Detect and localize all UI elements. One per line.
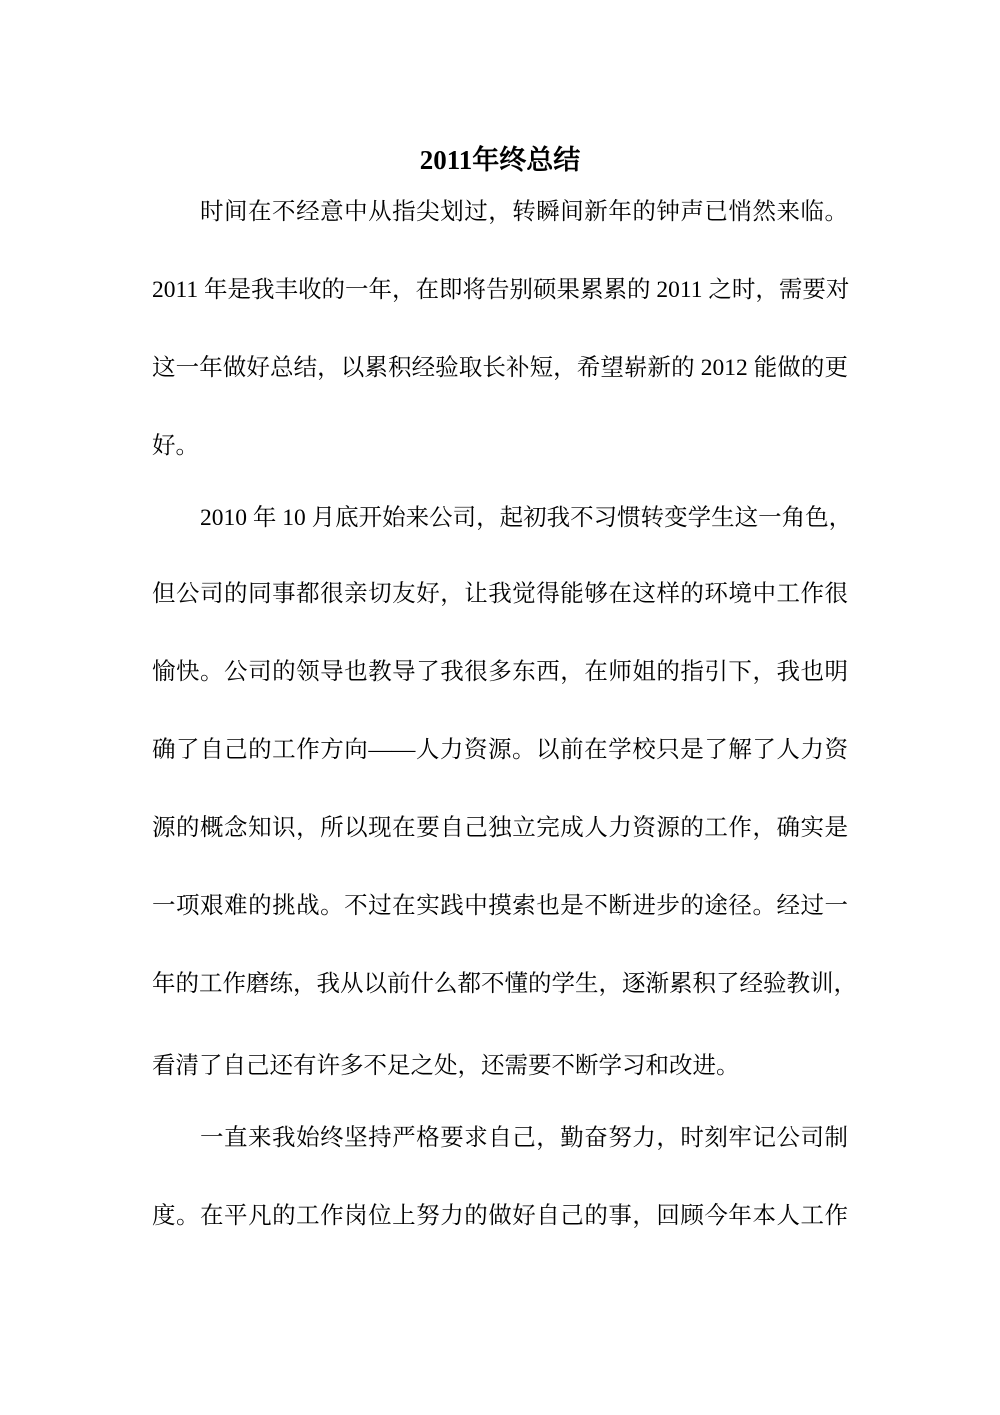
- text-line: 看清了自己还有许多不足之处，还需要不断学习和改进。: [152, 1053, 740, 1079]
- text-line: 好。: [152, 433, 199, 459]
- text-line: 2010 年 10 月底开始来公司，起初我不习惯转变学生这一角色，: [200, 505, 853, 531]
- text-line: 一项艰难的挑战。不过在实践中摸索也是不断进步的途径。经过一: [152, 893, 848, 919]
- text-line: 但公司的同事都很亲切友好，让我觉得能够在这样的环境中工作很: [152, 581, 848, 607]
- text-line: 一直来我始终坚持严格要求自己，勤奋努力，时刻牢记公司制: [200, 1125, 848, 1151]
- document-title: 2011年终总结: [419, 145, 581, 175]
- text-line: 这一年做好总结，以累积经验取长补短，希望崭新的 2012 能做的更: [152, 355, 848, 381]
- text-line: 度。在平凡的工作岗位上努力的做好自己的事，回顾今年本人工作: [152, 1203, 848, 1229]
- text-line: 源的概念知识，所以现在要自己独立完成人力资源的工作，确实是: [152, 815, 848, 841]
- text-line: 确了自己的工作方向——人力资源。以前在学校只是了解了人力资: [152, 737, 848, 763]
- text-line: 年的工作磨练，我从以前什么都不懂的学生，逐渐累积了经验教训，: [152, 971, 857, 997]
- text-line: 时间在不经意中从指尖划过，转瞬间新年的钟声已悄然来临。: [200, 199, 848, 225]
- text-line: 2011 年是我丰收的一年，在即将告别硕果累累的 2011 之时，需要对: [152, 277, 850, 303]
- text-line: 愉快。公司的领导也教导了我很多东西，在师姐的指引下，我也明: [152, 659, 848, 685]
